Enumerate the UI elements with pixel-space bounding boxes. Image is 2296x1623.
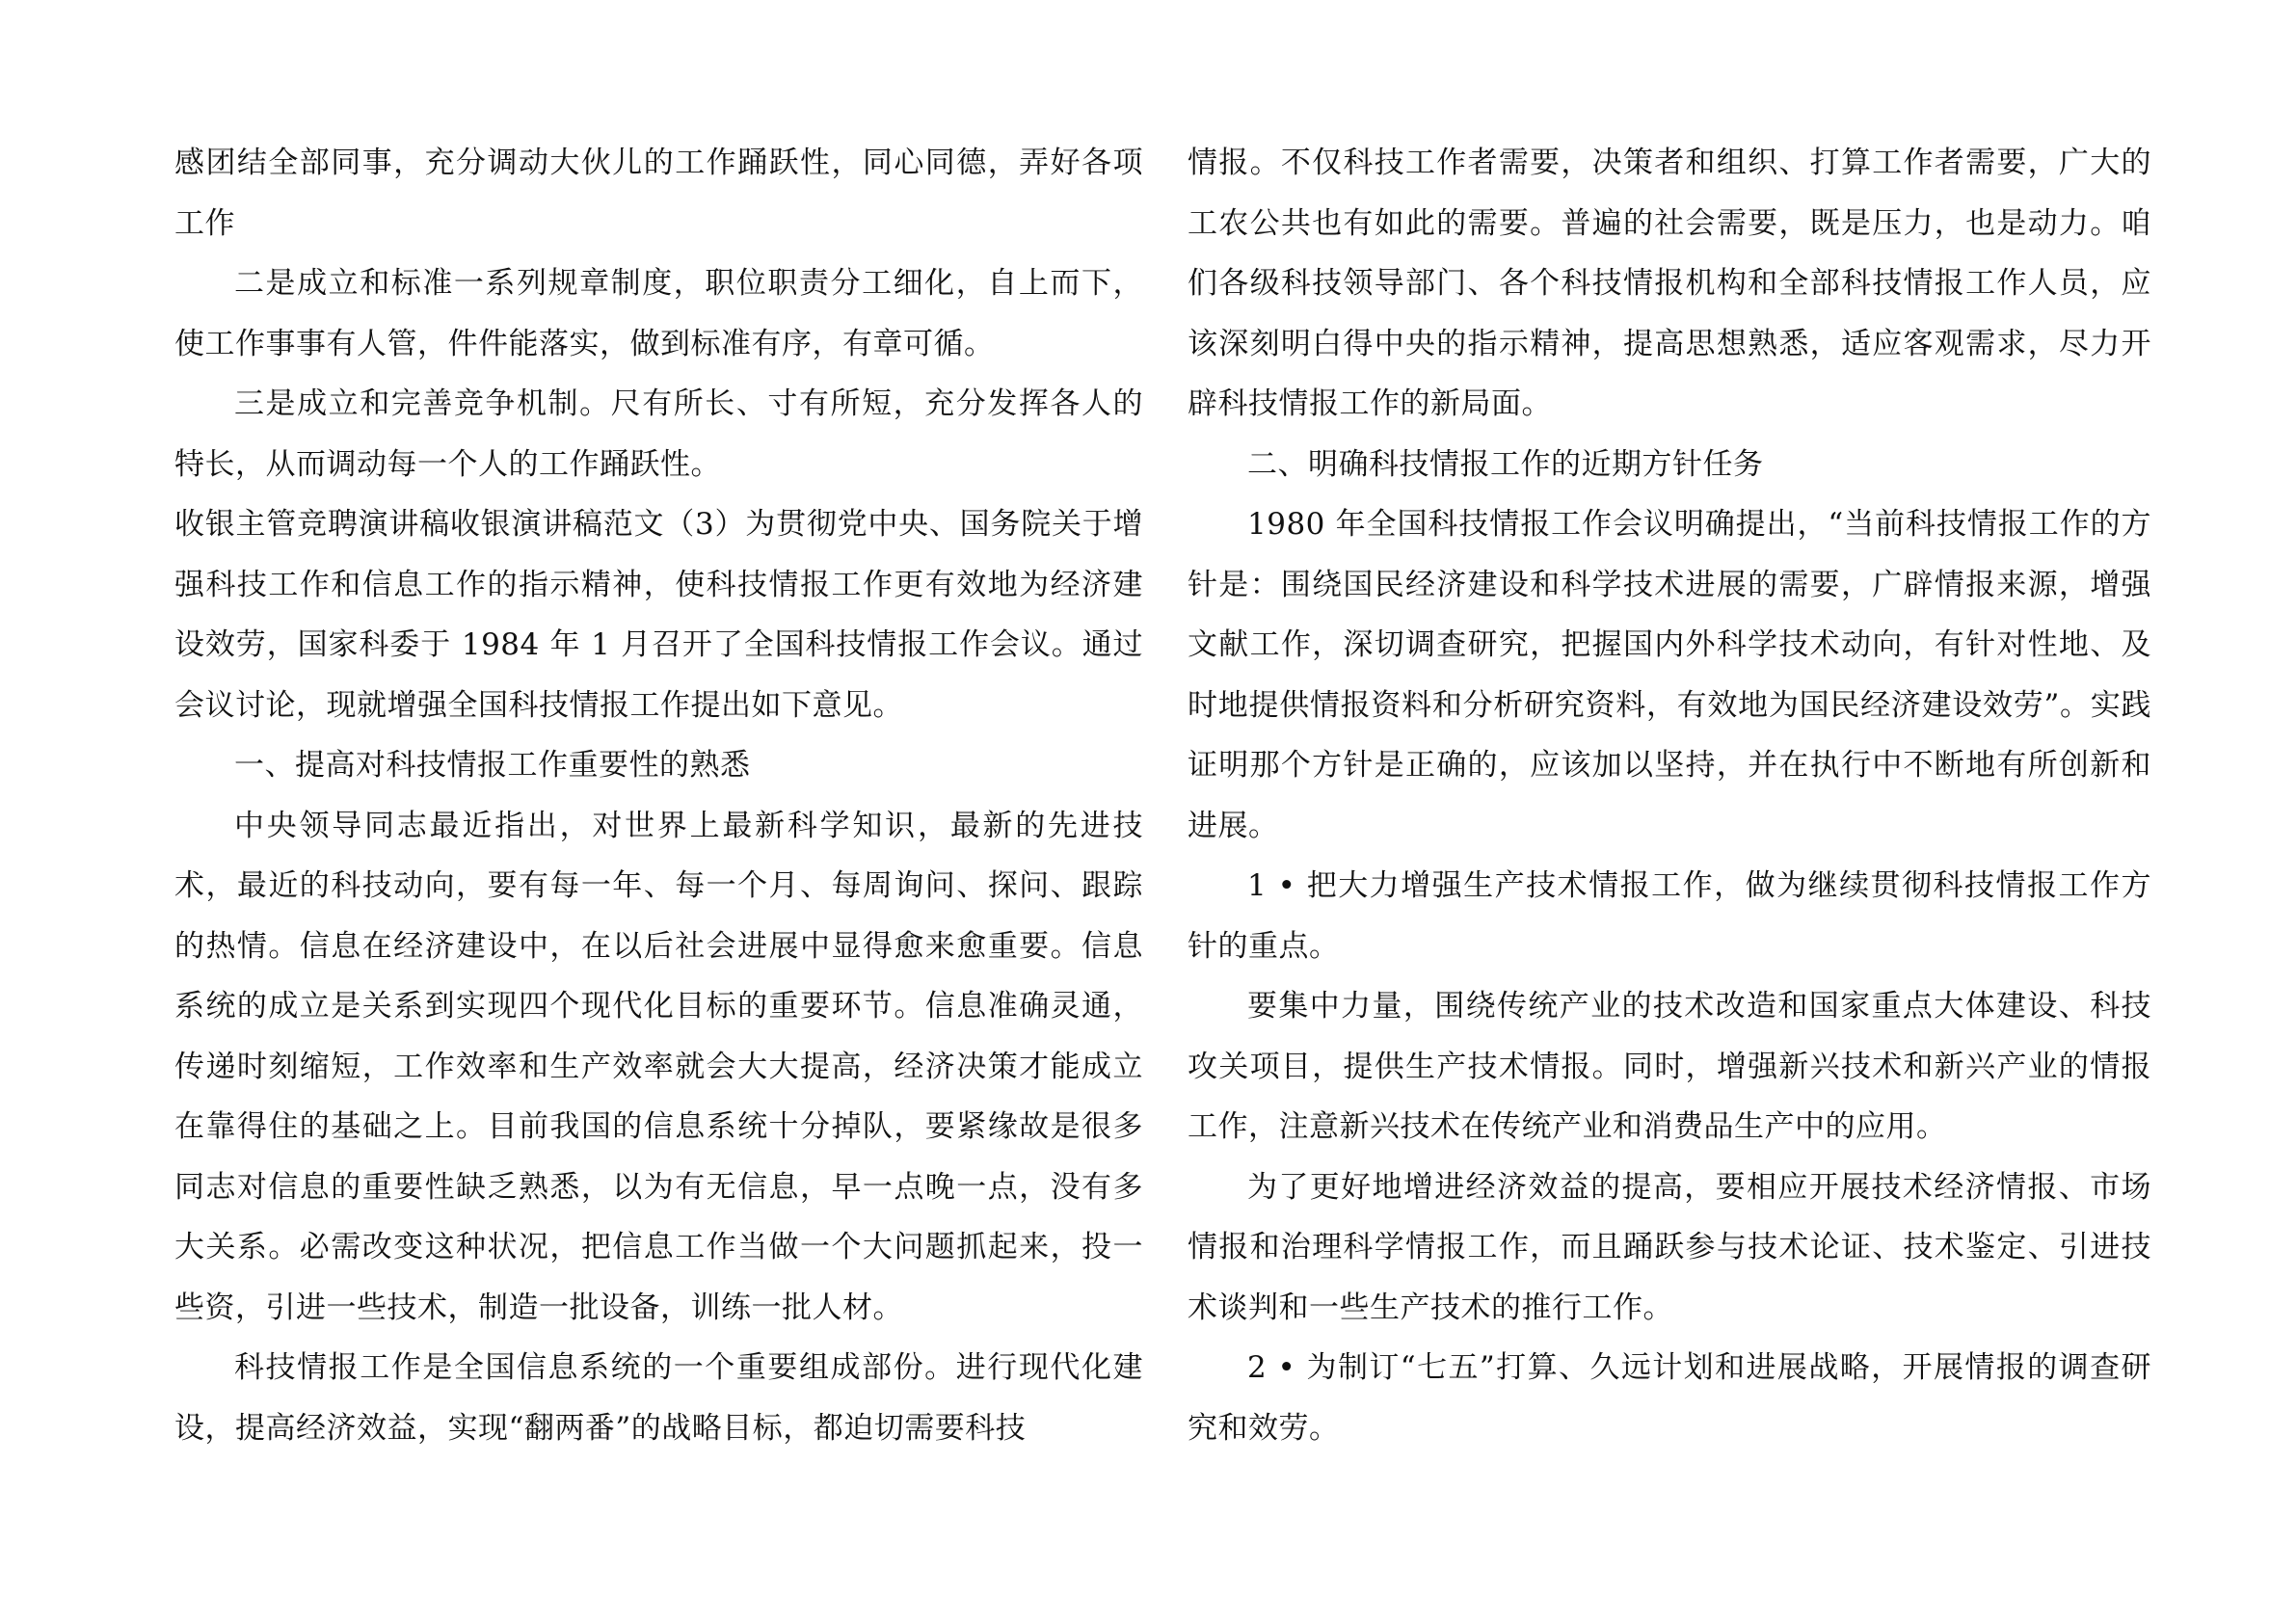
paragraph: 1980 年全国科技情报工作会议明确提出，“当前科技情报工作的方针是：围绕国民经济建设和科学技术进展的需要，广辟情报来源，增强文献工作，深切调查研究，把握国内外科学技术动向，有针对性地、及时地提供情报资料和分析研究资料，有效地为国民经济建设效劳”。实践证明那个方针是正确的，应该加以坚持，并在执行中不断地有所创新和进展。 — [1188, 507, 2151, 843]
paragraph: 情报。不仅科技工作者需要，决策者和组织、打算工作者需要，广大的工农公共也有如此的需要。普遍的社会需要，既是压力，也是动力。咱们各级科技领导部门、各个科技情报机构和全部科技情报工作人员，应该深刻明白得中央的指示精神，提高思想熟悉，适应客观需求，尽力开辟科技情报工作的新局面。 — [1188, 146, 2151, 421]
paragraph: 三是成立和完善竞争机制。尺有所长、寸有所短，充分发挥各人的特长，从而调动每一个人的工作踊跃性。 — [174, 386, 1143, 482]
paragraph: 中央领导同志最近指出，对世界上最新科学知识，最新的先进技术，最近的科技动向，要有每一年、每一个月、每周询问、探问、跟踪的热情。信息在经济建设中，在以后社会进展中显得愈来愈重要。信息系统的成立是关系到实现四个现代化目标的重要环节。信息准确灵通，传递时刻缩短，工作效率和生产效率就会大大提高，经济决策才能成立在靠得住的基础之上。目前我国的信息系统十分掉队，要紧缘故是很多同志对信息的重要性缺乏熟悉，以为有无信息，早一点晚一点，没有多大关系。必需改变这种状况，把信息工作当做一个大问题抓起来，投一些资，引进一些技术，制造一批设备，训练一批人材。 — [174, 808, 1143, 1325]
numbered-point: 2 • 为制订“七五”打算、久远计划和进展战略，开展情报的调查研究和效劳。 — [1188, 1350, 2151, 1446]
paragraph: 科技情报工作是全国信息系统的一个重要组成部份。进行现代化建设，提高经济效益，实现“翻两番”的战略目标，都迫切需要科技 — [174, 1350, 1143, 1446]
paragraph: 感团结全部同事，充分调动大伙儿的工作踊跃性，同心同德，弄好各项工作 — [174, 146, 1143, 241]
numbered-point: 1 • 把大力增强生产技术情报工作，做为继续贯彻科技情报工作方针的重点。 — [1188, 868, 2151, 964]
paragraph: 要集中力量，围绕传统产业的技术改造和国家重点大体建设、科技攻关项目，提供生产技术情报。同时，增强新兴技术和新兴产业的情报工作，注意新兴技术在传统产业和消费品生产中的应用。 — [1188, 989, 2151, 1144]
subheading: 二、明确科技情报工作的近期方针任务 — [1247, 446, 1764, 482]
left-column — [174, 133, 1143, 1458]
section-heading-paragraph — [174, 494, 1143, 735]
paragraph: 为了更好地增进经济效益的提高，要相应开展技术经济情报、市场情报和治理科学情报工作，而且踊跃参与技术论证、技术鉴定、引进技术谈判和一些生产技术的推行工作。 — [1188, 1169, 2151, 1325]
right-column — [1188, 133, 2151, 1458]
section-title: 收银主管竞聘演讲稿收银演讲稿范文（3） — [174, 507, 746, 542]
subheading: 一、提高对科技情报工作重要性的熟悉 — [234, 748, 751, 783]
section-intro-text: 为贯彻党中央、国务院关于增强科技工作和信息工作的指示精神，使科技情报工作更有效地为经济建设效劳，国家科委于 1984 年 1 月召开了全国科技情报工作会议。通过会议讨论，现就增强全国科技情报工作提出如下意见。 — [174, 507, 1143, 723]
paragraph: 二是成立和标准一系列规章制度，职位职责分工细化，自上而下，使工作事事有人管，件件能落实，做到标准有序，有章可循。 — [174, 266, 1143, 361]
